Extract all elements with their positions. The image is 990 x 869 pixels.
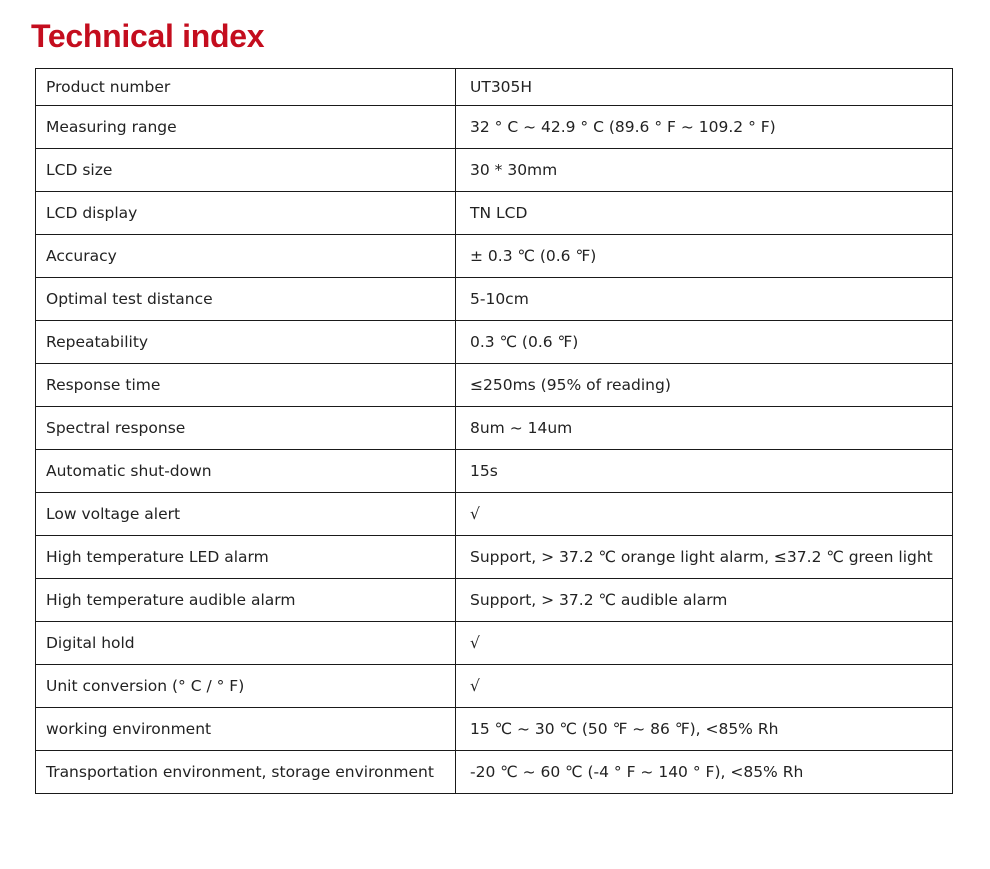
spec-value: √ xyxy=(456,665,953,708)
table-row xyxy=(36,278,953,321)
spec-value: ≤250ms (95% of reading) xyxy=(456,364,953,407)
table-row xyxy=(36,622,953,665)
spec-label: Automatic shut-down xyxy=(36,450,456,493)
spec-label: Repeatability xyxy=(36,321,456,364)
spec-label: LCD size xyxy=(36,149,456,192)
spec-label: High temperature LED alarm xyxy=(36,536,456,579)
table-row xyxy=(36,235,953,278)
table-row xyxy=(36,579,953,622)
spec-value: ± 0.3 ℃ (0.6 ℉) xyxy=(456,235,953,278)
spec-value: 8um ~ 14um xyxy=(456,407,953,450)
table-row xyxy=(36,149,953,192)
spec-label: Transportation environment, storage environment xyxy=(36,751,456,794)
spec-label: Product number xyxy=(36,69,456,106)
spec-value: -20 ℃ ~ 60 ℃ (-4 ° F ~ 140 ° F), <85% Rh xyxy=(456,751,953,794)
spec-value: 0.3 ℃ (0.6 ℉) xyxy=(456,321,953,364)
table-row xyxy=(36,536,953,579)
spec-label: Optimal test distance xyxy=(36,278,456,321)
table-row xyxy=(36,364,953,407)
spec-value: √ xyxy=(456,493,953,536)
table-row xyxy=(36,407,953,450)
table-row xyxy=(36,751,953,794)
spec-label: LCD display xyxy=(36,192,456,235)
table-row xyxy=(36,106,953,149)
spec-label: High temperature audible alarm xyxy=(36,579,456,622)
table-row xyxy=(36,708,953,751)
spec-value: UT305H xyxy=(456,69,953,106)
spec-label: Response time xyxy=(36,364,456,407)
page-title: Technical index xyxy=(31,18,265,54)
spec-value: 15s xyxy=(456,450,953,493)
spec-label: Measuring range xyxy=(36,106,456,149)
spec-value: √ xyxy=(456,622,953,665)
spec-label: Low voltage alert xyxy=(36,493,456,536)
table-row xyxy=(36,192,953,235)
spec-label: Digital hold xyxy=(36,622,456,665)
spec-value: 5-10cm xyxy=(456,278,953,321)
spec-label: Accuracy xyxy=(36,235,456,278)
table-row xyxy=(36,450,953,493)
spec-label: Unit conversion (° C / ° F) xyxy=(36,665,456,708)
table-row xyxy=(36,69,953,106)
spec-value: TN LCD xyxy=(456,192,953,235)
spec-value: 30 * 30mm xyxy=(456,149,953,192)
table-row xyxy=(36,321,953,364)
spec-value: 15 ℃ ~ 30 ℃ (50 ℉ ~ 86 ℉), <85% Rh xyxy=(456,708,953,751)
spec-value: Support, > 37.2 ℃ audible alarm xyxy=(456,579,953,622)
spec-table xyxy=(35,68,953,794)
spec-label: working environment xyxy=(36,708,456,751)
table-row xyxy=(36,665,953,708)
spec-label: Spectral response xyxy=(36,407,456,450)
table-row xyxy=(36,493,953,536)
spec-value: 32 ° C ~ 42.9 ° C (89.6 ° F ~ 109.2 ° F) xyxy=(456,106,953,149)
spec-value: Support, > 37.2 ℃ orange light alarm, ≤37.2 ℃ green light xyxy=(456,536,953,579)
